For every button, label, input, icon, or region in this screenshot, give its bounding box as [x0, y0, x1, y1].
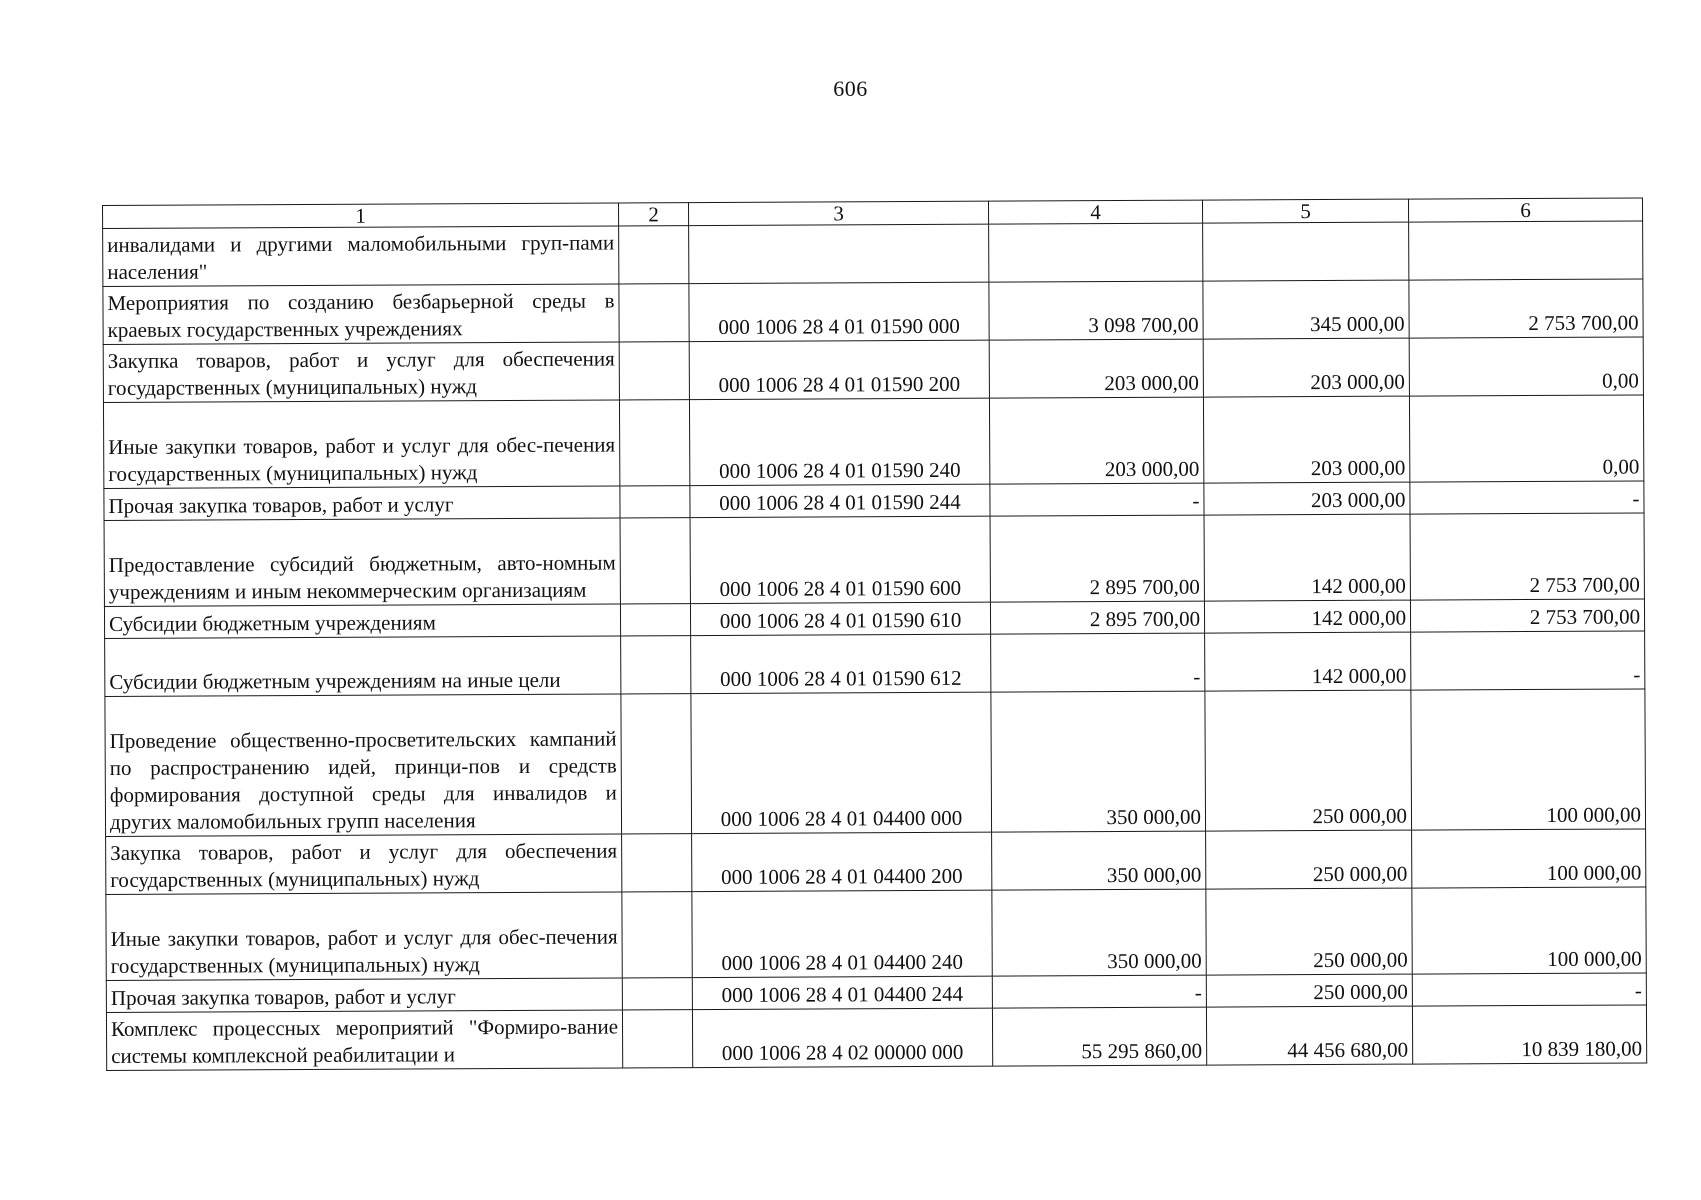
- row-name: Закупка товаров, работ и услуг для обеспечения государственных (муниципальных) нужд: [106, 834, 622, 895]
- row-value-6: -: [1410, 481, 1644, 514]
- row-name: инвалидами и другими маломобильными груп-пами населения": [103, 226, 619, 287]
- row-col2: [622, 978, 692, 1010]
- row-col2: [619, 226, 689, 284]
- row-col2: [619, 400, 689, 486]
- row-value-5: 250 000,00: [1206, 974, 1412, 1007]
- row-col2: [622, 892, 692, 978]
- row-code: 000 1006 28 4 01 01590 200: [689, 340, 989, 399]
- row-col2: [621, 636, 691, 694]
- row-col2: [620, 518, 690, 604]
- row-name: Закупка товаров, работ и услуг для обеспечения государственных (муниципальных) нужд: [103, 342, 619, 403]
- table-row: [105, 631, 1645, 697]
- row-name: Субсидии бюджетным учреждениям на иные цели: [105, 636, 621, 697]
- table-row: [103, 337, 1643, 403]
- row-value-6: 0,00: [1409, 395, 1643, 482]
- row-value-5: 345 000,00: [1203, 280, 1409, 339]
- table-row: [104, 513, 1644, 607]
- row-value-4: -: [992, 975, 1206, 1008]
- row-value-4: 55 295 860,00: [992, 1007, 1206, 1066]
- row-value-6: 100 000,00: [1411, 689, 1646, 830]
- row-code: 000 1006 28 4 01 04400 240: [692, 890, 992, 977]
- row-value-6: 0,00: [1409, 337, 1643, 396]
- row-value-4: 2 895 700,00: [990, 601, 1204, 634]
- row-value-5: 142 000,00: [1205, 632, 1411, 691]
- row-value-4: -: [991, 633, 1205, 692]
- row-value-6: 100 000,00: [1412, 887, 1646, 974]
- row-name: Прочая закупка товаров, работ и услуг: [104, 486, 620, 521]
- row-name: Прочая закупка товаров, работ и услуг: [106, 978, 622, 1013]
- row-code: 000 1006 28 4 01 01590 600: [690, 516, 990, 603]
- row-value-5: 250 000,00: [1205, 690, 1412, 831]
- row-col2: [619, 284, 689, 342]
- row-value-5: 203 000,00: [1203, 396, 1409, 483]
- row-name: Предоставление субсидий бюджетным, авто-номным учреждениям и иным некоммерческим организациям: [104, 518, 620, 607]
- row-col2: [619, 342, 689, 400]
- row-code: 000 1006 28 4 01 01590 240: [689, 398, 989, 485]
- column-header-5: 5: [1202, 199, 1408, 223]
- table-row: [106, 887, 1646, 981]
- column-header-2: 2: [618, 203, 688, 226]
- row-name: Иные закупки товаров, работ и услуг для обес-печения государственных (муниципальных) нужд: [106, 892, 622, 981]
- page-number: 606: [833, 76, 868, 101]
- row-value-6: -: [1411, 631, 1645, 690]
- row-code: 000 1006 28 4 01 01590 244: [690, 484, 990, 517]
- row-value-4: 350 000,00: [992, 889, 1206, 976]
- table-row: [103, 395, 1643, 489]
- row-name: Мероприятия по созданию безбарьерной среды в краевых государственных учреждениях: [103, 284, 619, 345]
- row-value-4: 350 000,00: [992, 831, 1206, 890]
- budget-table: [102, 197, 1647, 1071]
- row-value-5: 142 000,00: [1204, 514, 1410, 601]
- table-row: [103, 221, 1643, 287]
- column-header-6: 6: [1408, 198, 1642, 222]
- row-name: Комплекс процессных мероприятий "Формиро-вание системы комплексной реабилитации и: [106, 1010, 622, 1071]
- column-header-1: 1: [103, 203, 619, 229]
- row-value-4: 350 000,00: [991, 691, 1206, 832]
- row-col2: [620, 604, 690, 636]
- row-col2: [621, 694, 692, 834]
- row-name: Иные закупки товаров, работ и услуг для обес-печения государственных (муниципальных) нужд: [103, 400, 619, 489]
- budget-table-container: [102, 197, 1646, 1071]
- table-row: [106, 829, 1646, 895]
- row-value-5: 250 000,00: [1206, 888, 1412, 975]
- row-value-5: [1203, 222, 1409, 281]
- row-col2: [622, 1010, 692, 1068]
- row-value-5: 203 000,00: [1203, 338, 1409, 397]
- column-header-3: 3: [688, 201, 988, 225]
- row-value-4: 203 000,00: [989, 397, 1203, 484]
- row-name: Субсидии бюджетным учреждениям: [104, 604, 620, 639]
- row-value-6: [1409, 221, 1643, 280]
- row-value-5: 142 000,00: [1204, 600, 1410, 633]
- row-col2: [622, 834, 692, 892]
- row-value-4: [989, 223, 1203, 282]
- row-value-5: 203 000,00: [1204, 482, 1410, 515]
- row-value-4: -: [990, 483, 1204, 516]
- row-col2: [620, 486, 690, 518]
- column-header-4: 4: [988, 200, 1202, 224]
- row-value-5: 250 000,00: [1206, 830, 1412, 889]
- row-code: 000 1006 28 4 01 01590 610: [690, 602, 990, 635]
- table-row: [106, 1005, 1646, 1071]
- row-value-6: -: [1412, 973, 1646, 1006]
- row-code: 000 1006 28 4 02 00000 000: [692, 1008, 992, 1067]
- row-value-6: 2 753 700,00: [1410, 599, 1644, 632]
- row-code: 000 1006 28 4 01 04400 000: [691, 692, 992, 833]
- row-name: Проведение общественно-просветительских кампаний по распространению идей, принци-пов и средств формирования доступной среды для инвалидов и других маломобильных групп населения: [105, 694, 622, 837]
- row-value-6: 2 753 700,00: [1409, 279, 1643, 338]
- table-row: [103, 279, 1643, 345]
- row-value-6: 10 839 180,00: [1412, 1005, 1646, 1064]
- row-code: 000 1006 28 4 01 01590 000: [689, 282, 989, 341]
- row-code: 000 1006 28 4 01 04400 200: [692, 832, 992, 891]
- row-value-6: 2 753 700,00: [1410, 513, 1644, 600]
- row-code: [689, 224, 989, 283]
- row-code: 000 1006 28 4 01 01590 612: [691, 634, 991, 693]
- row-value-6: 100 000,00: [1412, 829, 1646, 888]
- row-value-5: 44 456 680,00: [1206, 1006, 1412, 1065]
- row-code: 000 1006 28 4 01 04400 244: [692, 976, 992, 1009]
- row-value-4: 3 098 700,00: [989, 281, 1203, 340]
- row-value-4: 203 000,00: [989, 339, 1203, 398]
- row-value-4: 2 895 700,00: [990, 515, 1204, 602]
- table-row: [105, 689, 1646, 837]
